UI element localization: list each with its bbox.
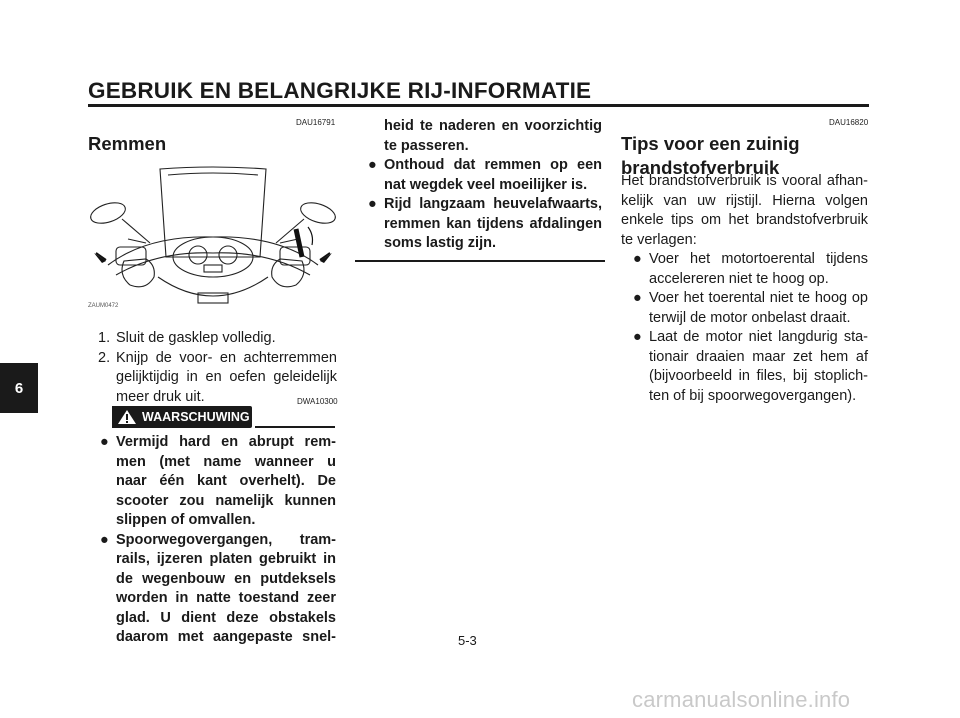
warning-triangle-icon bbox=[116, 408, 138, 426]
step-line: Sluit de gasklep volledig. bbox=[116, 330, 276, 346]
warning-line: Rijd langzaam heuvelafwaarts, bbox=[384, 196, 602, 212]
warning-line: rails, ijzeren platen gebruikt in bbox=[116, 551, 336, 567]
section-code: DAU16820 bbox=[829, 118, 869, 127]
step-line: meer druk uit. bbox=[116, 388, 205, 405]
warning-line: daarom met aangepaste snel- bbox=[116, 629, 336, 645]
handlebar-illustration bbox=[88, 165, 338, 315]
chapter-tab: 6 bbox=[0, 363, 38, 413]
warning-line: glad. U dient deze obstakels bbox=[116, 609, 336, 626]
warning-item bbox=[368, 195, 602, 254]
heading-line: Tips voor een zuinig bbox=[621, 133, 800, 154]
tip-line: ten of bij spoorwegovergangen). bbox=[649, 387, 857, 404]
header-rule bbox=[88, 104, 869, 107]
bullet-icon: ● bbox=[100, 434, 109, 450]
bullet-icon: ● bbox=[100, 531, 109, 548]
intro-line: te verlagen: bbox=[621, 231, 697, 248]
bullet-icon: ● bbox=[368, 196, 377, 212]
warning-code: DWA10300 bbox=[297, 397, 338, 406]
step-line: gelijktijdig in en oefen geleidelijk bbox=[116, 369, 337, 385]
tip-line: tionair draaien maar zet hem af bbox=[649, 348, 868, 365]
warning-list bbox=[100, 433, 336, 648]
watermark: carmanualsonline.info bbox=[632, 687, 851, 712]
tip-line: Voer het motortoerental tijdens bbox=[649, 251, 868, 267]
figure-code: ZAUM0472 bbox=[88, 303, 119, 309]
warning-line: soms lastig zijn. bbox=[384, 235, 496, 251]
warning-line: remmen kan tijdens afdalingen bbox=[384, 215, 602, 232]
warning-label-box bbox=[112, 406, 252, 428]
warning-line: nat wegdek veel moeilijker is. bbox=[384, 176, 588, 193]
warning-line: worden in natte toestand zeer bbox=[116, 590, 336, 606]
bullet-icon: ● bbox=[368, 157, 377, 173]
warning-line: slippen of omvallen. bbox=[116, 512, 256, 528]
fuel-intro bbox=[621, 172, 868, 250]
page-number: 5-3 bbox=[458, 633, 477, 648]
warning-list-continued bbox=[368, 156, 602, 254]
tip-line: (bijvoorbeeld in files, bij stoplich- bbox=[649, 368, 868, 384]
warning-end-rule bbox=[355, 260, 605, 262]
warning-line: naar één kant overhelt). De bbox=[116, 473, 336, 489]
intro-line: kelijk van uw rijstijl. Hierna volgen bbox=[621, 192, 868, 209]
section-heading-remmen: Remmen bbox=[88, 133, 167, 154]
tip-line: accelereren niet te hoog op. bbox=[649, 270, 829, 287]
warning-continuation bbox=[384, 117, 602, 156]
intro-line: Het brandstofverbruik is vooral afhan- bbox=[621, 173, 868, 189]
warning-line: Onthoud dat remmen op een bbox=[384, 157, 602, 173]
warning-line: te passeren. bbox=[384, 137, 469, 154]
step-number: 2. bbox=[98, 349, 111, 366]
warning-item bbox=[100, 433, 336, 531]
steps-list bbox=[98, 329, 337, 407]
warning-line: heid te naderen en voorzichtig bbox=[384, 118, 602, 134]
tip-line: Voer het toerental niet te hoog op bbox=[649, 290, 868, 306]
warning-item bbox=[368, 156, 602, 195]
tip-item bbox=[633, 328, 868, 406]
tip-line: terwijl de motor onbelast draait. bbox=[649, 309, 851, 326]
warning-item bbox=[100, 531, 336, 648]
warning-line: de wegenbouw en putdeksels bbox=[116, 570, 336, 587]
fuel-tips-list bbox=[633, 250, 868, 406]
warning-line: Spoorwegovergangen, tram- bbox=[116, 531, 336, 548]
warning-line: Vermijd hard en abrupt rem- bbox=[116, 434, 336, 450]
bullet-icon: ● bbox=[633, 290, 642, 306]
warning-label: WAARSCHUWING bbox=[142, 410, 250, 424]
bullet-icon: ● bbox=[633, 329, 642, 345]
intro-line: enkele tips om het brandstofverbruik bbox=[621, 212, 868, 228]
step-item bbox=[98, 329, 337, 349]
section-header-title: GEBRUIK EN BELANGRIJKE RIJ-INFORMATIE bbox=[88, 78, 592, 103]
handlebar-drawing bbox=[88, 165, 338, 315]
warning-line: scooter zou namelijk kunnen bbox=[116, 492, 336, 509]
step-number: 1. bbox=[98, 330, 111, 346]
section-code: DAU16791 bbox=[296, 118, 336, 127]
tip-item bbox=[633, 289, 868, 328]
step-line: Knijp de voor- en achterremmen bbox=[116, 349, 337, 366]
heading-line: brandstofverbruik bbox=[621, 157, 780, 178]
tip-line: Laat de motor niet langdurig sta- bbox=[649, 329, 868, 345]
bullet-icon: ● bbox=[633, 251, 642, 267]
warning-line: men (met name wanneer u bbox=[116, 453, 336, 470]
tip-item bbox=[633, 250, 868, 289]
warning-rule bbox=[255, 426, 335, 428]
